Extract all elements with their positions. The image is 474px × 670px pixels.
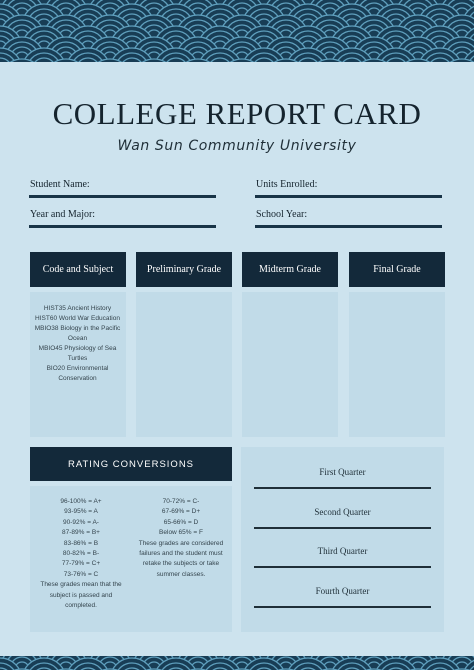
scallop-pattern-bottom — [0, 656, 474, 670]
passing-grade-row: 77-79% = C+ — [61, 560, 101, 568]
student-name-label: Student Name: — [30, 179, 90, 190]
units-enrolled-label: Units Enrolled: — [256, 179, 318, 190]
units-enrolled-line[interactable] — [255, 195, 442, 198]
final-grade-column[interactable] — [349, 292, 445, 437]
quarter-label-first: First Quarter — [319, 467, 366, 477]
bottom-scallop-band — [0, 656, 474, 670]
failing-grade-row: Below 65% = F — [159, 529, 203, 537]
course-item: HIST60 World War Education — [35, 315, 120, 322]
failing-grades-note: These grades are considered failures and the student must retake the subjects or take summer classes. — [138, 539, 224, 578]
quarter-line-third[interactable] — [254, 566, 431, 568]
failing-grades-column — [138, 497, 224, 580]
course-list — [30, 304, 125, 384]
scallop-pattern-top — [0, 0, 474, 62]
quarter-label-fourth: Fourth Quarter — [315, 586, 370, 596]
university-name: Wan Sun Community University — [117, 138, 357, 154]
quarter-line-second[interactable] — [254, 527, 431, 529]
header-code-subject: Code and Subject — [30, 252, 126, 287]
year-major-label: Year and Major: — [30, 209, 96, 220]
failing-grade-row: 65-66% = D — [163, 518, 199, 526]
passing-grade-row: 93-95% = A — [64, 508, 98, 516]
passing-grade-row: 73-76% = C — [63, 570, 99, 578]
passing-grades-column — [36, 497, 126, 611]
course-item: HIST35 Ancient History — [43, 305, 112, 312]
failing-grade-row: 67-69% = D+ — [161, 508, 201, 516]
school-year-line[interactable] — [255, 225, 442, 228]
quarter-label-third: Third Quarter — [317, 546, 368, 556]
preliminary-grade-column[interactable] — [136, 292, 232, 437]
quarter-line-fourth[interactable] — [254, 606, 431, 608]
passing-grade-row: 83-86% = B — [63, 539, 99, 547]
quarter-line-first[interactable] — [254, 487, 431, 489]
failing-grade-row: 70-72% = C- — [162, 498, 200, 505]
school-year-label: School Year: — [256, 209, 308, 220]
passing-grade-row: 90-92% = A- — [63, 518, 99, 526]
header-midterm-grade: Midterm Grade — [242, 252, 338, 287]
passing-grades-note: These grades mean that the subject is passed and completed. — [40, 581, 122, 610]
passing-grade-row: 80-82% = B- — [62, 550, 100, 558]
quarter-label-second: Second Quarter — [314, 507, 371, 517]
rating-conversions-header: RATING CONVERSIONS — [30, 447, 232, 481]
midterm-grade-column[interactable] — [242, 292, 338, 437]
student-name-line[interactable] — [29, 195, 216, 198]
passing-grade-row: 96-100% = A+ — [60, 498, 102, 505]
course-item: BIO20 Environmental Conservation — [46, 365, 109, 382]
document-title: COLLEGE REPORT CARD — [52, 96, 422, 131]
top-scallop-band — [0, 0, 474, 62]
course-item: MBIO38 Biology in the Pacific Ocean — [34, 325, 121, 342]
header-final-grade: Final Grade — [349, 252, 445, 287]
header-preliminary-grade: Preliminary Grade — [136, 252, 232, 287]
year-major-line[interactable] — [29, 225, 216, 228]
course-item: MBIO45 Physiology of Sea Turtles — [38, 345, 117, 362]
passing-grade-row: 87-89% = B+ — [62, 529, 100, 537]
